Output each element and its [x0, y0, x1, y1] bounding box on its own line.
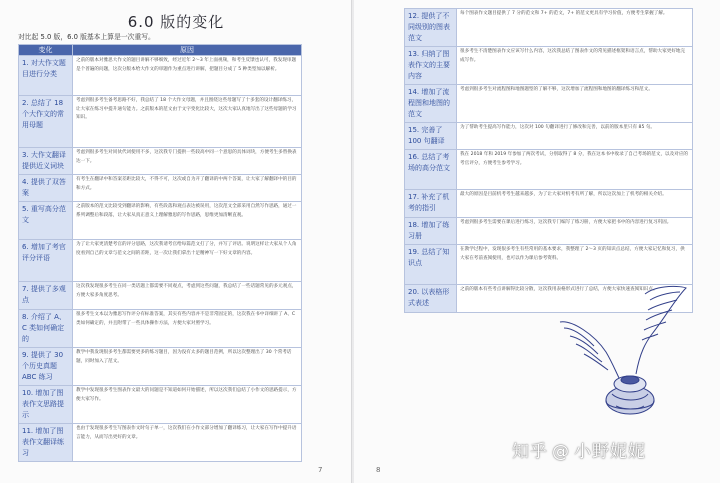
table-row [405, 123, 693, 150]
table-row [19, 240, 302, 282]
watermark-separator: @ [552, 442, 570, 462]
reason-cell: 最大的原因是目前机考考生越来越多，为了让大家对机考有所了解，所以这次加上了机考的相关介绍。 [457, 190, 693, 218]
table-row [405, 85, 693, 123]
reason-cell: 为了帮助考生提高写作能力，这次对 100 句翻译进行了修改和完善，以前的版本里只有 85 句。 [457, 123, 693, 150]
reason-cell: 这次我发现很多考生在同一类话题上都需要不同观点，考虑到这些问题，我总结了一些话题常见的多元观点，方便大家多角度思考。 [73, 282, 302, 310]
reason-cell: 教学中我发现很多考生都需要更多的练习题目，因为没有太多的题目范例，所以这次整理出了 30 个常考话题，同时加入了范文。 [73, 348, 302, 386]
change-cell: 11. 增加了图表作文翻译练习 [19, 424, 73, 462]
left-page [0, 0, 352, 483]
reason-cell: 考虑到很多考生备考思路不好，我总结了 18 个大作文母题，并且围绕这些母题写了十多套的设计翻译练习，让大家在练习中提升通句能力。之前版本的范文由于文字变化比较大，这次大家认真地写出了这些母题的学习知识。 [73, 96, 302, 148]
quill-inkwell-illustration [550, 282, 700, 432]
change-cell: 18. 增加了练习册 [405, 218, 457, 245]
table-row [19, 56, 302, 96]
page-number-left: 7 [318, 466, 323, 474]
reason-cell: 我在 2018 年和 2019 年参加了两次考试，分别取得了 8 分，我在这本书中收录了自己考场的范文，以及对应的考官评分，方便考生参考学习。 [457, 150, 693, 190]
change-cell: 20. 以表格形式表述 [405, 285, 457, 313]
change-cell: 15. 完善了 100 句翻译 [405, 123, 457, 150]
table-row [405, 9, 693, 47]
table-row [405, 245, 693, 285]
reason-cell: 在教学过程中，发现很多考生有些常用的基本要求，我整理了 2～3 页的知识点总结，方便大家记忆和复习，供大家在考前查阅使用，也可以作为课后参考资料。 [457, 245, 693, 285]
change-cell: 19. 总结了知识点 [405, 245, 457, 285]
reason-cell: 也由于发现很多考生写图表作文时句子单一，这次我们在小作文部分增加了翻译练习，让大家在写作中提升语言能力，从而写出更好的文章。 [73, 424, 302, 462]
table-row [19, 386, 302, 424]
zhihu-watermark [512, 437, 646, 462]
change-cell: 4. 提供了双答案 [19, 175, 73, 202]
reason-cell: 每个图表作文题目提供了 7 分的范文和 7+ 的范文，7+ 的范文更具有学习价值，方便考生掌握了解。 [457, 9, 693, 47]
change-cell: 1. 对大作文题目进行分类 [19, 56, 73, 96]
reason-cell: 之前版本的范文比较受到翻译的影响，有些段落和观点表达被误用，这次范文全部采用自然写作思路，通过一系列调整后和段落，让大家从真正意义上理解雅思的写作思路，思维更加清晰直观。 [73, 202, 302, 240]
table-row [19, 96, 302, 148]
change-cell: 10. 增加了图表作文思路提示 [19, 386, 73, 424]
table-row [19, 202, 302, 240]
table-row [405, 47, 693, 85]
table-row [405, 190, 693, 218]
reason-cell: 很多考生不清楚图表作文应该写什么内容，这次我总结了图表作文的常见描述框架和语言点，帮助大家更好地完成写作。 [457, 47, 693, 85]
header-change: 变化 [19, 45, 73, 56]
change-cell: 13. 归纳了图表作文的主要内容 [405, 47, 457, 85]
page-title: 6.0 版的变化 [127, 13, 225, 31]
reason-cell: 教学中发现很多考生图表作文最大的问题是不知道如何开始描述，所以这次我们总结了小作文的思路提示，方便大家写作。 [73, 386, 302, 424]
change-cell: 8. 介绍了 A、C 类如何确定的 [19, 310, 73, 348]
reason-cell: 很多考生文本以为雅思写作评分有标准答案，其实有些内容并不是非常固定的，这次我在书中详细讲了 A、C 类如何确定的，并且附带了一些具体操作方法，方便大家对照学习。 [73, 310, 302, 348]
reason-cell: 之前的版本有些考点讲解得比较分散，这次我用表格形式进行了总结，方便大家快速查阅知识点。 [457, 285, 693, 313]
change-cell: 7. 提供了多观点 [19, 282, 73, 310]
table-row [19, 310, 302, 348]
intro-text: 对比起 5.0 版，6.0 版基本上算是一次重写。 [18, 33, 155, 41]
changes-table-right [404, 8, 693, 313]
watermark-brand: 知乎 [512, 442, 548, 462]
reason-cell: 有考生在翻译中和答案差距比较大，不得不可，这次或自为开了翻译的中两个答案，让大家了解翻译中的目的和方式。 [73, 175, 302, 202]
change-cell: 17. 补充了机考的指引 [405, 190, 457, 218]
page-number-right: 8 [376, 466, 381, 474]
reason-cell: 之前的版本对雅思大作文的题目讲解不够细致，经过近年 2～3 年上面视频，和考生反馈也认可，我发现审题是个普遍的问题，这次分版本给大作文的审题作为重点进行讲解，把题目分成了 5 种类型加以解析。 [73, 56, 302, 96]
table-row [19, 282, 302, 310]
reason-cell: 考虑到很多考生对流程图和地图题型的了解不够，这次增加了流程图和地图的翻译练习和范文。 [457, 85, 693, 123]
table-row [405, 218, 693, 245]
reason-cell: 考虑到很多考生需要在课后进行练习，这次我专门编写了练习册，方便大家把书中的内容进行复习巩固。 [457, 218, 693, 245]
change-cell: 9. 提供了 30 个历史真题 ABC 练习 [19, 348, 73, 386]
table-row [19, 348, 302, 386]
change-cell: 16. 总结了考场的高分范文 [405, 150, 457, 190]
change-cell: 12. 提供了不同级别的图表范文 [405, 9, 457, 47]
watermark-author: 小野妮妮 [574, 442, 646, 462]
table-row [405, 150, 693, 190]
change-cell: 2. 总结了 18 个大作文的常用母题 [19, 96, 73, 148]
table-row [19, 148, 302, 175]
table-row [19, 424, 302, 462]
change-cell: 14. 增加了流程图和地图的范文 [405, 85, 457, 123]
table-row [19, 175, 302, 202]
reason-cell: 考虑到很多考生对同伙代词使用不多，这次我专门提供一些较高中同一个意思的具体词块，方便考生多替换表达一下。 [73, 148, 302, 175]
changes-table-left [18, 44, 302, 462]
change-cell: 3. 大作文翻译提供近义词块 [19, 148, 73, 175]
change-cell: 5. 重写高分范文 [19, 202, 73, 240]
header-reason: 原因 [73, 45, 302, 56]
change-cell: 6. 增加了考官评分评语 [19, 240, 73, 282]
reason-cell: 为了让大家更清楚考官的评分思路，这次我请考官给每篇范文打了分，并写了评语。说明这样让大家从个人角度看到自己的文章与范文之间的差距，这一次让我们拿出十足精神写一下好文章的内容。 [73, 240, 302, 282]
